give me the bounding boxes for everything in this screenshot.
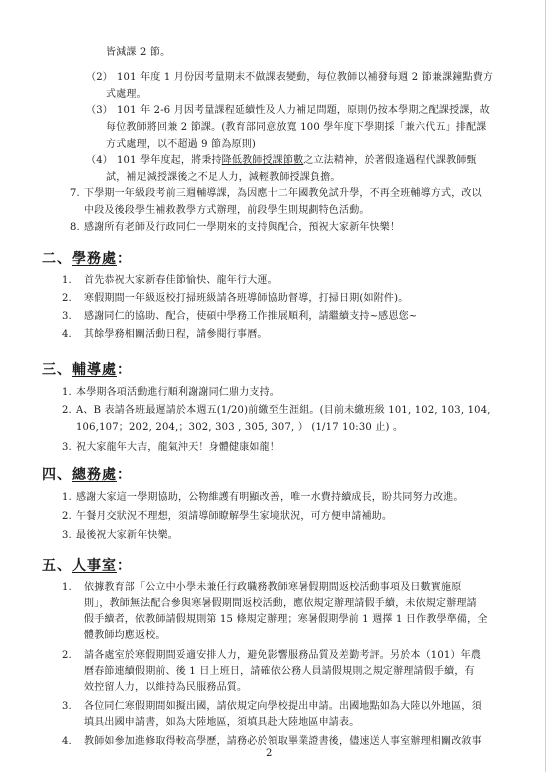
page-number: 2 [266,748,273,759]
item-4-underlined-text: 降低教師授課節數 [221,155,304,166]
co-item-3-num: 3. [62,442,72,453]
ga-item-1-text: 感謝大家這一學期協助，公物維護有明顯改善，唯一水費持續成長，盼共同努力改進。 [76,492,464,503]
section-colon: ： [117,467,132,483]
section-num: 四、 [42,467,72,483]
section-title: 學務處 [72,251,117,267]
pe-item-1-line-3: 假手續者，依教師請假規則第 15 條規定辦理；寒暑假期學前 1 週擇 1 日作教學準備，全 [84,614,488,625]
ga-item-1-num: 1. [62,492,72,503]
pe-item-1-line-1: 依據教育部「公立中小學未兼任行政職務教師寒暑假期間返校活動事項及日數實施原 [84,582,462,593]
item-7-line-1: 下學期一年級段考前三週輔導課，為因應十二年國教免試升學，不再全班輔導方式，改以 [84,188,482,199]
sa-item-4-text: 其餘學務相關活動日程，請參閱行事曆。 [84,329,268,340]
section-colon: ： [117,362,132,378]
item-3-line-3: 方式處理，以不超過 9 節為原則) [106,139,257,150]
section-heading-general-affairs [42,466,132,484]
sa-item-2-text: 寒假期間一年級返校打掃班級請各班導師協助督導，打掃日期(如附件)。 [84,293,409,304]
pe-item-2-line-1: 請各處室於寒假期間妥適安排人力，避免影響服務品質及差勤考評。另於本（101）年農 [84,650,482,661]
pe-item-2-line-2: 曆春節連續假期前、後 1 日上班日，請確依公務人員請假規則之規定辦理請假手續，有 [84,666,475,677]
section-num: 五、 [42,558,72,574]
pe-item-2-num: 2. [62,650,72,661]
sa-item-2-num: 2. [62,293,72,304]
sa-item-4-num: 4. [62,329,72,340]
item-4-line-1 [117,154,477,167]
pe-item-3-line-2: 填具出國申請書，如為大陸地區，須填具赴大陸地區申請表。 [84,717,360,728]
item-7-line-2: 中段及後段學生補救教學方式辦理，前段學生則規劃特色活動。 [84,205,370,216]
section-colon: ： [117,251,132,267]
section-heading-counseling [42,361,132,379]
pe-item-1-line-2: 則」，教師無法配合參與寒暑假期間返校活動，應依規定辦理請假手續，未依規定辦理請 [84,598,477,609]
ga-item-3-text: 最後祝大家新年快樂。 [76,530,178,541]
item-4-text-pre: 101 學年度起，將秉持 [117,155,222,166]
section-colon: ： [117,558,132,574]
pe-item-3-line-1: 各位同仁寒假期間如擬出國，請依規定向學校提出申請。出國地點如為大陸以外地區，須 [84,701,482,712]
pe-item-4-num: 4. [62,736,72,747]
item-3-line-1: 101 年 2-6 月因考量課程延續性及人力補足問題，原則仍按本學期之配課授課，故 [117,105,490,116]
ga-item-3-num: 3. [62,530,72,541]
item-2-line-2: 式處理。 [106,89,147,100]
item-3-num: （3） [86,105,113,116]
pe-item-1-num: 1. [62,582,72,593]
item-8-text: 感謝所有老師及行政同仁一學期來的支持與配合，預祝大家新年快樂！ [84,222,401,233]
section-num: 三、 [42,362,72,378]
section-title: 輔導處 [72,362,117,378]
co-item-2-line-2: 106,107；202, 204,；302, 303 , 305, 307, ） (1/17 10:30 止) 。 [76,422,404,433]
pe-item-3-num: 3. [62,701,72,712]
section-num: 二、 [42,251,72,267]
section-heading-student-affairs [42,250,132,268]
co-item-2-line-1: A、B 表請各班最遲請於本週五(1/20)前繳至生涯組。(目前未繳班級 101, 102, 103, 104, [76,405,491,416]
co-item-1-text: 本學期各項活動進行順利謝謝同仁鼎力支持。 [76,387,280,398]
sa-item-1-num: 1. [62,275,72,286]
pe-item-4-text: 教師如參加進修取得較高學歷，請務必於領取畢業證書後，儘速送人事室辦理相關改敘事 [84,736,482,747]
item-3-line-2: 每位教師將回兼 2 節課。(教育部同意放寬 100 學年度下學期採「兼六代五」排配課 [106,122,487,133]
item-2-line-1: 101 年度 1 月份因考量期末不做課表變動，每位教師以補發每週 2 節兼課鐘點費方 [117,72,494,83]
ga-item-2-text: 午餐月交狀況不理想，須請導師瞭解學生家境狀況，可方便申請補助。 [76,511,393,522]
section-heading-personnel [42,557,132,575]
pe-item-1-line-4: 體教師均應返校。 [84,630,166,641]
sa-item-1-text: 首先恭祝大家新春佳節愉快、龍年行大運。 [84,275,278,286]
item-7-num: 7. [70,188,80,199]
co-item-3-text: 祝大家龍年大吉，龍氣沖天！身體健康如龍！ [76,442,280,453]
ga-item-2-num: 2. [62,511,72,522]
section-title: 總務處 [72,467,117,483]
sa-item-3-text: 感謝同仁的協助、配合，使碩中學務工作推展順利，請繼續支持~感恩您~ [84,311,418,322]
item-4-line-2: 試，補足減授課後之不足人力，減輕教師授課負擔。 [106,172,341,183]
item-8-num: 8. [70,222,80,233]
co-item-2-num: 2. [62,405,72,416]
pe-item-2-line-3: 效控留人力，以維持為民服務品質。 [84,682,248,693]
sa-item-3-num: 3. [62,311,72,322]
intro-tail: 皆減課 2 節。 [106,47,171,58]
item-2-num: （2） [86,72,113,83]
item-4-num: （4） [86,155,113,166]
co-item-1-num: 1. [62,387,72,398]
item-4-text-post: 之立法精神，於著假逢過程代課教師甄 [303,155,477,166]
section-title: 人事室 [72,558,117,574]
